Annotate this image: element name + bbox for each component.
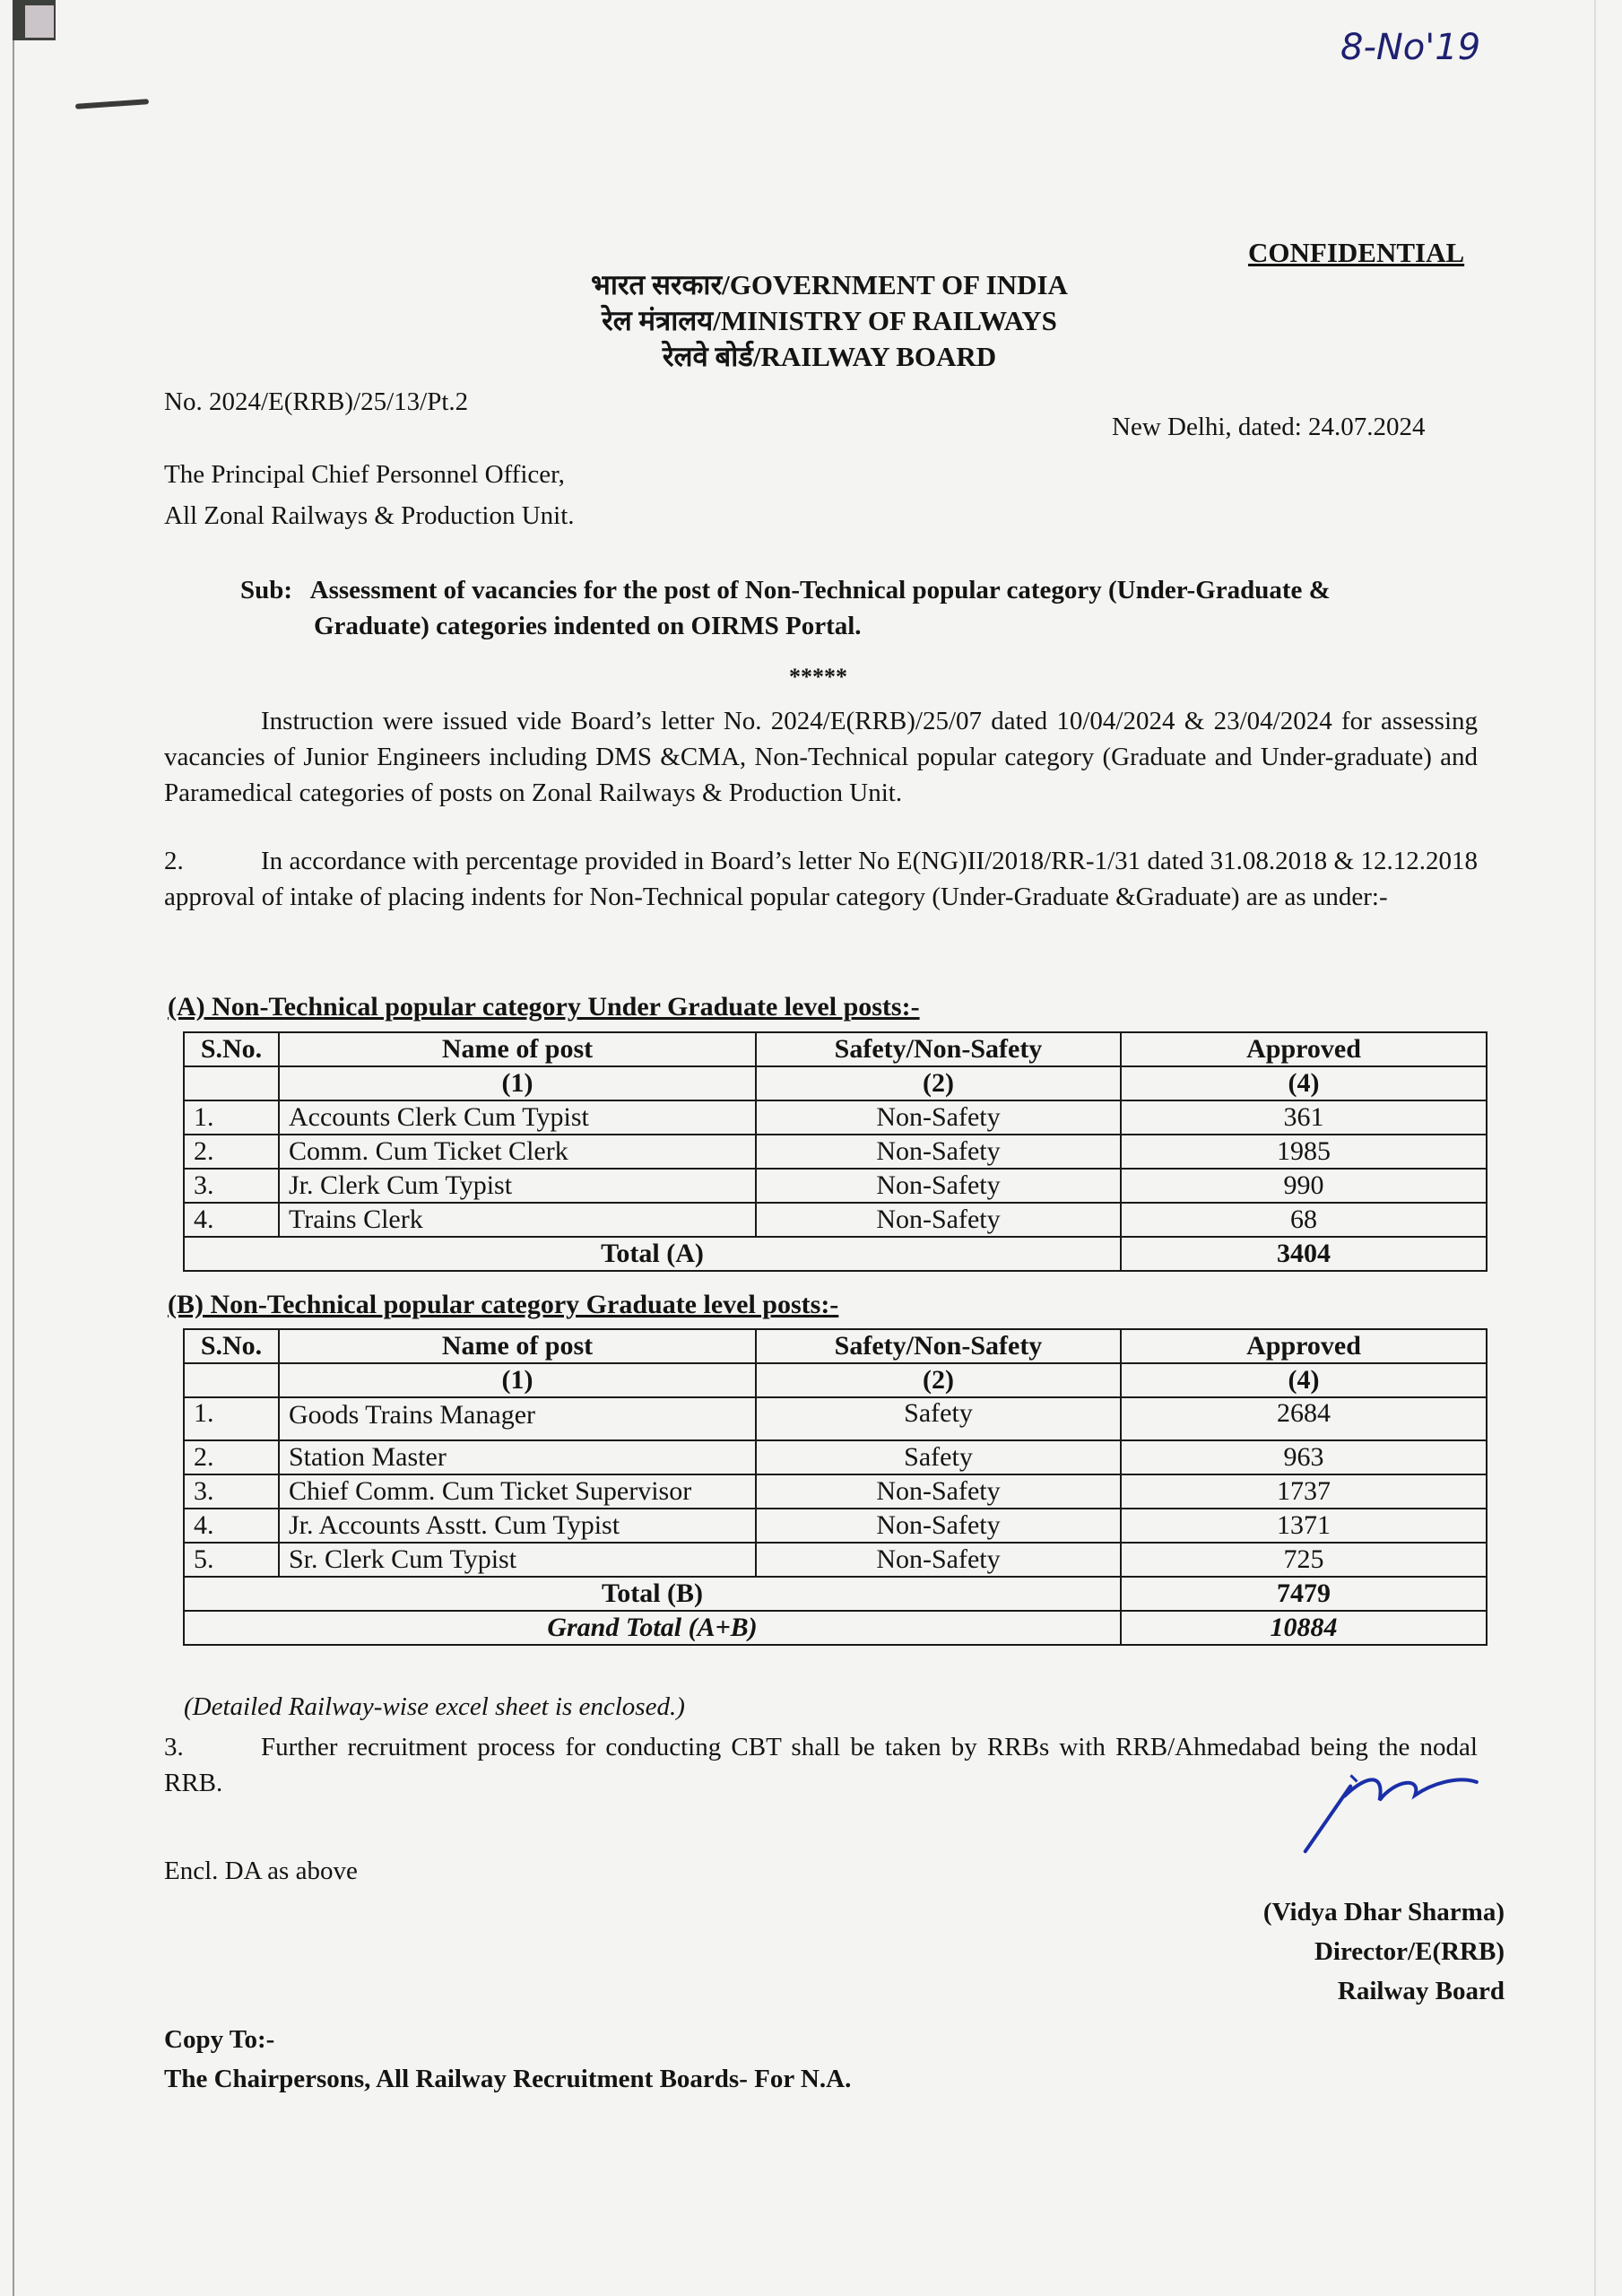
cell-sno: 5. [184,1543,279,1577]
cell-post-name: Accounts Clerk Cum Typist [279,1100,756,1135]
table-column-number-row [184,1363,1487,1397]
cell-post-name: Jr. Accounts Asstt. Cum Typist [279,1509,756,1543]
addressee-line: All Zonal Railways & Production Unit. [164,501,575,530]
cell-safety: Safety [756,1440,1121,1474]
table-section-b [183,1328,1488,1646]
signatory-organisation: Railway Board [1337,1977,1505,2005]
confidential-label: CONFIDENTIAL [1248,237,1465,268]
paragraph-text: Further recruitment process for conducting CBT shall be taken by RRBs with RRB/Ahmedabad being the nodal RRB. [164,1733,1478,1797]
subject-label: Sub: [240,576,293,604]
total-a-value: 3404 [1121,1237,1487,1271]
section-b-title: (B) Non-Technical popular category Graduate level posts:- [168,1290,839,1319]
page-edge [1594,0,1596,2296]
cell-safety: Non-Safety [756,1203,1121,1237]
cell-sno: 3. [184,1474,279,1509]
handwritten-note: 8-No'19 [1340,27,1481,68]
total-a-label: Total (A) [184,1237,1121,1271]
cell-post-name: Goods Trains Manager [279,1397,756,1440]
cell-safety: Non-Safety [756,1100,1121,1135]
col-num-name: (1) [279,1066,756,1100]
copy-to-block [164,2020,851,2099]
cell-sno: 2. [184,1440,279,1474]
col-num-empty [184,1363,279,1397]
total-b-label: Total (B) [184,1577,1121,1611]
table-section-a [183,1031,1488,1272]
col-num-empty [184,1066,279,1100]
cell-post-name: Station Master [279,1440,756,1474]
cell-post-name: Comm. Cum Ticket Clerk [279,1135,756,1169]
cell-approved: 990 [1121,1169,1487,1203]
addressee [164,454,575,536]
subject [240,572,1478,644]
cell-sno: 2. [184,1135,279,1169]
page-edge [13,0,14,2296]
section-a-title: (A) Non-Technical popular category Under Graduate level posts:- [168,992,920,1022]
table-header-row [184,1032,1487,1066]
table-row [184,1203,1487,1237]
addressee-line: The Principal Chief Personnel Officer, [164,460,565,489]
header-approved: Approved [1121,1329,1487,1363]
cell-safety: Non-Safety [756,1169,1121,1203]
header-name: Name of post [279,1329,756,1363]
cell-safety: Non-Safety [756,1543,1121,1577]
cell-safety: Non-Safety [756,1135,1121,1169]
table-row [184,1135,1487,1169]
grand-total-label: Grand Total (A+B) [184,1611,1121,1645]
grand-total-value: 10884 [1121,1611,1487,1645]
cell-approved: 361 [1121,1100,1487,1135]
table-header-row [184,1329,1487,1363]
col-num-safety: (2) [756,1363,1121,1397]
letterhead [538,267,1121,375]
total-row [184,1237,1487,1271]
letterhead-ministry: रेल मंत्रालय/MINISTRY OF RAILWAYS [602,305,1057,336]
copy-to-label: Copy To:- [164,2025,275,2054]
cell-sno: 3. [184,1169,279,1203]
paragraph-1: Instruction were issued vide Board’s letter No. 2024/E(RRB)/25/07 dated 10/04/2024 & 23/04/2024 for assessing vacancies of Junior Engineers including DMS &CMA, Non-Technical popular category (Graduate and Under-graduate) and Paramedical categories of posts on Zonal Railways & Production Unit. [164,707,1478,807]
header-approved: Approved [1121,1032,1487,1066]
cell-approved: 68 [1121,1203,1487,1237]
cell-approved: 1737 [1121,1474,1487,1509]
cell-approved: 963 [1121,1440,1487,1474]
cell-approved: 1371 [1121,1509,1487,1543]
copy-to-recipients: The Chairpersons, All Railway Recruitment Boards- For N.A. [164,2065,852,2093]
cell-sno: 1. [184,1100,279,1135]
total-b-value: 7479 [1121,1577,1487,1611]
subject-text-continued: Graduate) categories indented on OIRMS Portal. [314,612,862,640]
cell-post-name: Jr. Clerk Cum Typist [279,1169,756,1203]
col-num-safety: (2) [756,1066,1121,1100]
cell-approved: 725 [1121,1543,1487,1577]
cell-sno: 4. [184,1203,279,1237]
letterhead-government: भारत सरकार/GOVERNMENT OF INDIA [591,269,1068,300]
header-name: Name of post [279,1032,756,1066]
cell-sno: 1. [184,1397,279,1440]
reference-number: No. 2024/E(RRB)/25/13/Pt.2 [164,387,469,416]
cell-approved: 2684 [1121,1397,1487,1440]
paragraph-2 [164,843,1478,915]
cell-post-name: Chief Comm. Cum Ticket Supervisor [279,1474,756,1509]
separator: ***** [789,664,847,690]
paragraph-number: 3. [164,1733,184,1761]
enclosure-note: Encl. DA as above [164,1857,358,1885]
col-num-name: (1) [279,1363,756,1397]
cell-safety: Non-Safety [756,1474,1121,1509]
table-row [184,1474,1487,1509]
table-row [184,1169,1487,1203]
grand-total-row [184,1611,1487,1645]
signatory-name: (Vidya Dhar Sharma) [1262,1898,1505,1926]
table-row [184,1440,1487,1474]
paragraph-number: 2. [164,847,184,875]
paragraph-3 [164,1729,1478,1801]
cell-approved: 1985 [1121,1135,1487,1169]
cell-sno: 4. [184,1509,279,1543]
table-column-number-row [184,1066,1487,1100]
paragraph-text: In accordance with percentage provided in Board’s letter No E(NG)II/2018/RR-1/31 dated 31.08.2018 & 12.12.2018 approval of intake of placing indents for Non-Technical popular category (Under-Graduate &Graduate) are as under:- [164,847,1478,911]
cell-safety: Non-Safety [756,1509,1121,1543]
col-num-approved: (4) [1121,1066,1487,1100]
header-safety: Safety/Non-Safety [756,1032,1121,1066]
header-safety: Safety/Non-Safety [756,1329,1121,1363]
table-row [184,1543,1487,1577]
staple-pin-mark [75,99,149,109]
signatory-designation: Director/E(RRB) [1314,1937,1505,1966]
subject-text: Assessment of vacancies for the post of Non-Technical popular category (Under-Graduate & [309,576,1331,604]
header-sno: S.No. [184,1032,279,1066]
header-sno: S.No. [184,1329,279,1363]
total-row [184,1577,1487,1611]
table-row [184,1100,1487,1135]
cell-post-name: Sr. Clerk Cum Typist [279,1543,756,1577]
cell-post-name: Trains Clerk [279,1203,756,1237]
col-num-approved: (4) [1121,1363,1487,1397]
table-row [184,1509,1487,1543]
signatory-block [1076,1892,1505,2011]
scan-corner-artifact [13,0,56,40]
letter-date: New Delhi, dated: 24.07.2024 [1112,413,1426,441]
letterhead-board: रेलवे बोर्ड/RAILWAY BOARD [662,341,997,372]
table-row [184,1397,1487,1440]
cell-safety: Safety [756,1397,1121,1440]
enclosed-note: (Detailed Railway-wise excel sheet is enclosed.) [184,1692,685,1721]
